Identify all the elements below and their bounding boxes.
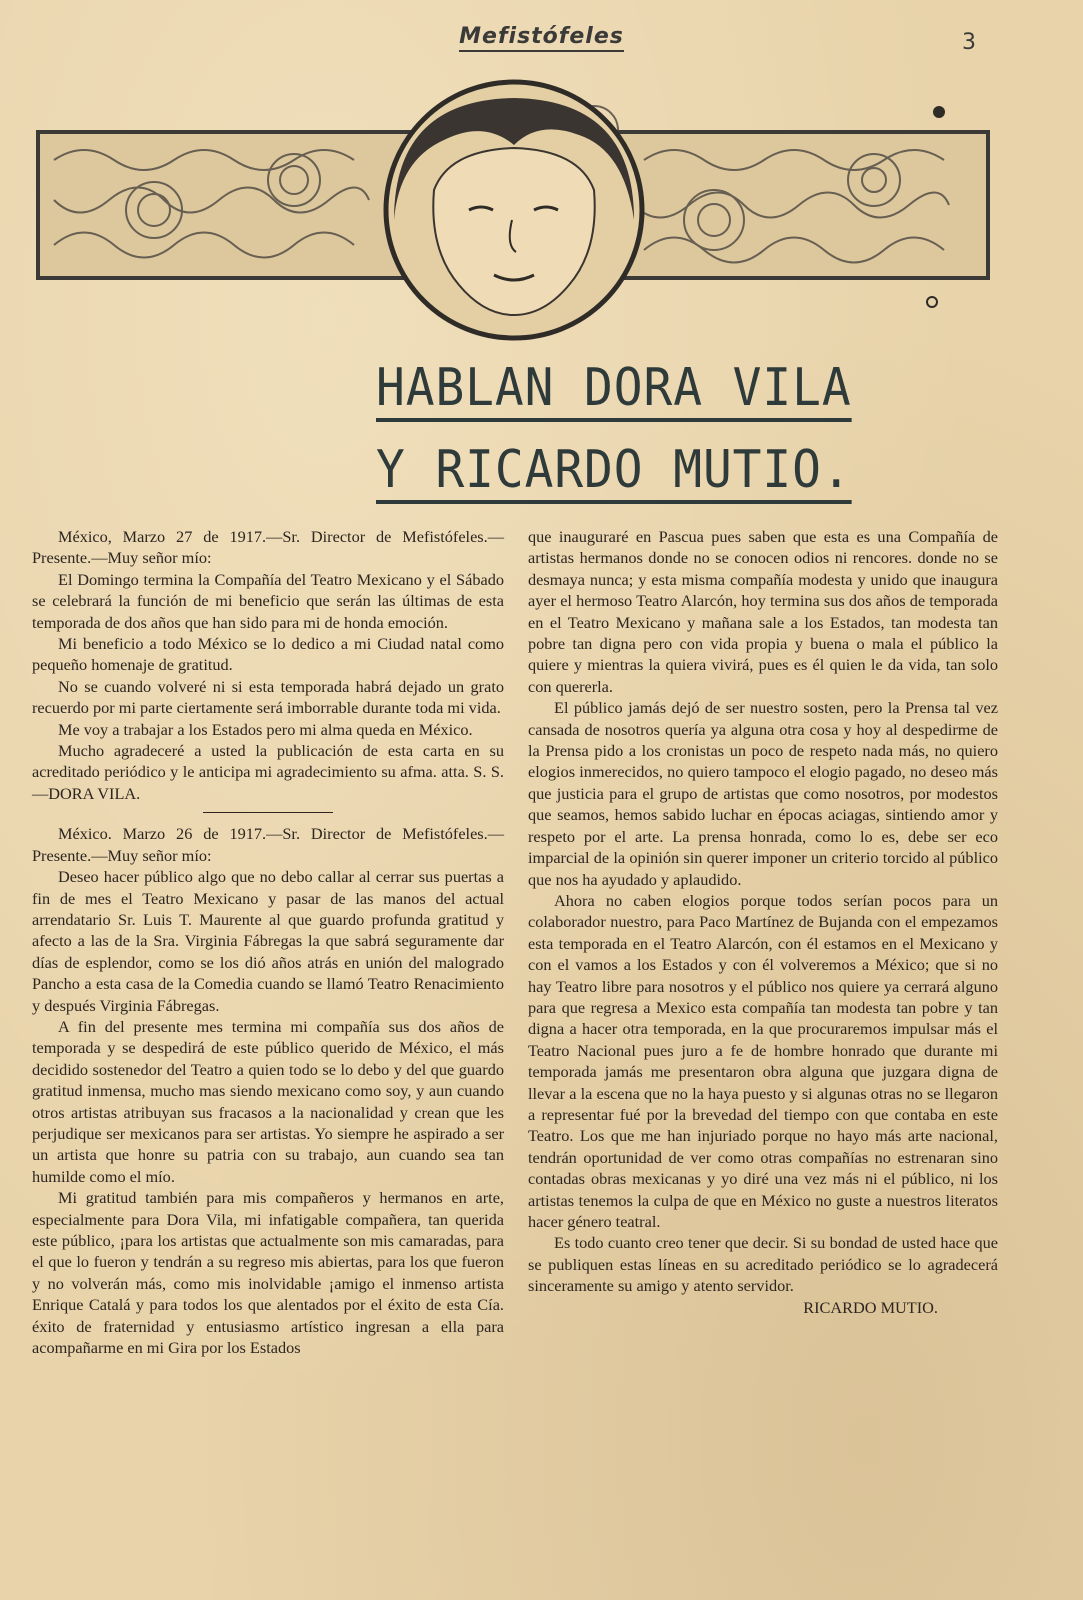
letter-1-paragraph: El Domingo termina la Compañía del Teatro Mexicano y el Sábado se celebrará la función de mi beneficio que serán las últimas de esta temporada de dos años que han sido para mi de honda emoción. <box>32 569 504 632</box>
masthead <box>0 24 1083 52</box>
letter-1-paragraph: Mi beneficio a todo México se lo dedico a mi Ciudad natal como pequeño homenaje de gratitud. <box>32 634 504 675</box>
page-number: 3 <box>962 30 976 55</box>
letter-2-paragraph: El público jamás dejó de ser nuestro sosten, pero la Prensa tal vez cansada de nosotros quería ya alguna otra cosa y hoy al despedirme de la Prensa pido a los cronistas un poco de respeto nada más, no quiero elogios inmerecidos, no quiero tampoco el elogio pagado, no deseo más que justicia para el grupo de artistas que como nosotros, por modestos que seamos, hemos sabido luchar en épocas aciagas, sintiendo amor y respeto por el arte. La prensa honrada, como lo es, debe ser eco imparcial de la opinión sin querer imponer un criterio torcido al público que nos ha ayudado y aplaudido. <box>528 698 998 889</box>
publication-name: Mefistófeles <box>459 24 624 52</box>
decorative-banner-illustration <box>34 70 994 350</box>
headline-line-2: Y RICARDO MUTIO. <box>376 444 873 504</box>
letter-1-paragraph: Mucho agradeceré a usted la publicación de esta carta en su acreditado periódico y le anticipa mi agradecimiento su afma. atta. S. S.—DORA VILA. <box>32 741 504 803</box>
letter-separator <box>203 812 333 813</box>
letter-1-salutation: México, Marzo 27 de 1917.—Sr. Director de Mefistófeles.—Presente.—Muy señor mío: <box>32 527 504 568</box>
headline-line-1: HABLAN DORA VILA <box>376 362 873 422</box>
article-column-left <box>32 526 504 1358</box>
letter-2-salutation: México. Marzo 26 de 1917.—Sr. Director de Mefistófeles.—Presente.—Muy señor mío: <box>32 824 504 865</box>
letter-2-paragraph: A fin del presente mes termina mi compañía sus dos años de temporada y se despedirá de este público querido de México, el más decidido sostenedor del Teatro a quien todo se lo debo y del que guardo gratitud inmensa, mucho mas siendo mexicano como soy, y aun cuando otros artistas atribuyan sus fracasos a la nacionalidad y crean que les perjudique ser mexicanos para ser artistas. Yo siempre he aspirado a ser un artista que honre su patria con su trabajo, aun cuando sea tan humilde como el mío. <box>32 1016 504 1186</box>
letter-2-paragraph: Deseo hacer público algo que no debo callar al cerrar sus puertas a fin de mes el Teatro Mexicano y pasar de las manos del actual arrendatario Sr. Luis T. Maurente al que guardo profunda gratitud y afecto a las de la Sra. Virginia Fábregas la que sabrá seguramente dar días de esplendor, como se los dió años atrás en unión del malogrado Pancho a esta casa de la Comedia cuando se llamó Teatro Renacimiento y después Virginia Fábregas. <box>32 867 504 1015</box>
letter-2-signature: RICARDO MUTIO. <box>803 1297 938 1317</box>
letter-2-paragraph: Mi gratitud también para mis compañeros y hermanos en arte, especialmente para Dora Vila, mi infatigable compañera, tan querida este público, ¡para los artistas que actualmente son mis camaradas, para el que lo fueron y tendrán a su regreso mis abiertas, para los que fueron y no volverán más, como mis inolvidable ¡amigo el inmenso artista Enrique Catalá y para todos los que alentados por el éxito de esta Cía. éxito de fraternidad y entusiasmo artístico ingresan a ella para acompañarme en mi Gira por los Estados <box>32 1188 504 1358</box>
article-column-right <box>528 526 998 1318</box>
letter-2-paragraph: Es todo cuanto creo tener que decir. Si su bondad de usted hace que se publiquen estas líneas en su acreditado periódico se lo agradecerá sinceramente su amigo y atento servidor. <box>528 1233 998 1296</box>
letter-1-paragraph: Me voy a trabajar a los Estados pero mi alma queda en México. <box>58 719 473 739</box>
letter-2-paragraph: Ahora no caben elogios porque todos serían pocos para un colaborador nuestro, para Paco Martínez de Bujanda con el empezamos esta temporada en el Teatro Alarcón, con él estamos en el Mexicano y con el vamos a los Estados y con él volveremos a México; que si no hay Teatro libre para nosotros y el público nos quiere ya cerrará alguno para que regresa a Mexico esta compañía tan modesta tan pobre y tan digna a hacer otra temporada, en la que procuraremos impulsar más el Teatro Nacional pues juro a fe de hombre honrado que durante mi temporada jamás me presentaron obra alguna que juzgara digna de llevar a la escena que no la haya puesto y si algunas otras no se llegaron a representar fué por la brevedad del tiempo con que contaba en este Teatro. Los que me han injuriado porque no hayo más arte nacional, tendrán oportunidad de ver como otras compañías no estrenaran sino contadas obras mexicanas y yo diré una vez más ni el público, ni los artistas tenemos la culpa de que en México no guste a nuestros literatos hacer género teatral. <box>528 890 998 1231</box>
letter-2-paragraph: que inauguraré en Pascua pues saben que esta es una Compañía de artistas hermanos donde no se conocen odios ni rencores. donde no se desmaya nunca; y esta misma compañía modesta y unido que inaugura ayer el hermoso Teatro Alarcón, hoy termina sus dos años de temporada en el Teatro Mexicano y mañana sale a los Estados, tan modesta tan pobre tan digna pero con vida propia y buena o mala el público la quiere y mientras la quiera vivirá, pues es él quien le da vida, tan solo con quererla. <box>528 527 998 696</box>
letter-1-paragraph: No se cuando volveré ni si esta temporada habrá dejado un grato recuerdo por mi parte ciertamente será imborrable durante toda mi vida. <box>32 676 504 718</box>
